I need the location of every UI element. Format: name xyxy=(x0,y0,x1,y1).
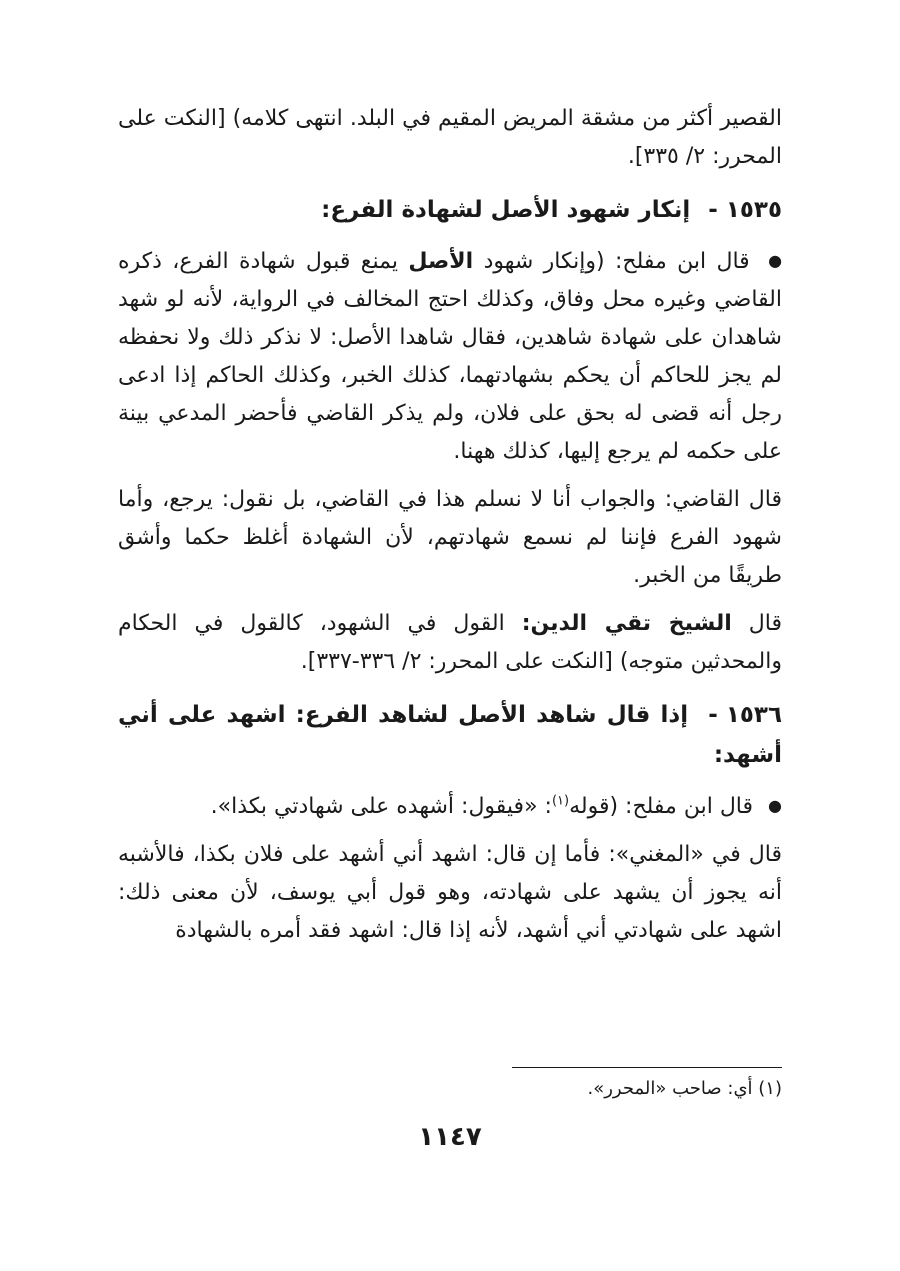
page-body xyxy=(118,100,782,960)
paragraph-5-rest: : «فيقول: أشهده على شهادتي بكذا». xyxy=(210,794,552,819)
paragraph-2-start: قال ابن مفلح: (وإنكار شهود xyxy=(483,249,750,274)
paragraph-5 xyxy=(118,787,782,826)
paragraph-4-start: قال xyxy=(748,611,782,636)
section-heading-1535 xyxy=(118,190,782,230)
bullet-icon: ● xyxy=(768,251,783,270)
section-number: ١٥٣٥ - xyxy=(708,197,782,223)
bullet-icon: ● xyxy=(768,796,782,815)
section-title: إذا قال شاهد الأصل لشاهد الفرع: اشهد على أني أشهد: xyxy=(118,702,782,768)
page-number: ١١٤٧ xyxy=(418,1122,482,1152)
footnote: (١) أي: صاحب «المحرر». xyxy=(587,1078,782,1099)
section-heading-1536 xyxy=(118,695,782,775)
paragraph-6: قال في «المغني»: فأما إن قال: اشهد أني أشهد على فلان بكذا، فالأشبه أنه يجوز أن يشهد على شهادته، وهو قول أبي يوسف، لأن معنى ذلك: اشهد على شهادتي أني أشهد، لأنه إذا قال: اشهد فقد أمره بالشهادة xyxy=(118,842,782,943)
paragraph-4-bold: الشيخ تقي الدين: xyxy=(521,611,732,636)
footnote-divider xyxy=(512,1067,782,1068)
paragraph-2-rest: يمنع قبول شهادة الفرع، ذكره القاضي وغيره محل وفاق، وكذلك احتج المخالف في الرواية، لأنه لو شهد شاهدان على شهادة شاهدين، فقال شاهدا الأصل: لا نذكر ذلك ولا نحفظه لم يجز للحاكم أن يحكم بشهادتهما، كذلك الخبر، وكذلك الحاكم إذا ادعى رجل أنه قضى له بحق على فلان، ولم يذكر القاضي فأحضر المدعي بينة على حكمه لم يرجع إليها، كذلك ههنا. xyxy=(118,249,782,464)
paragraph-4 xyxy=(118,605,782,681)
paragraph-2-bold: الأصل xyxy=(408,249,474,274)
paragraph-3: قال القاضي: والجواب أنا لا نسلم هذا في القاضي، بل نقول: يرجع، وأما شهود الفرع فإننا لم نسمع شهادتهم، لأن الشهادة أغلظ حكما وأشق طريقًا من الخبر. xyxy=(118,487,782,588)
paragraph-1: القصير أكثر من مشقة المريض المقيم في البلد. انتهى كلامه) [النكت على المحرر: ٢/ ٣٣٥]. xyxy=(118,106,782,169)
footnote-marker: (١) xyxy=(551,793,570,809)
paragraph-2 xyxy=(118,242,782,471)
paragraph-4-rest: القول في الشهود، كالقول في الحكام والمحدثين متوجه) [النكت على المحرر: ٢/ ٣٣٦-٣٣٧]. xyxy=(118,611,782,674)
section-title: إنكار شهود الأصل لشهادة الفرع: xyxy=(321,197,691,223)
paragraph-5-start: قال ابن مفلح: (قوله xyxy=(569,794,754,819)
section-number: ١٥٣٦ - xyxy=(708,702,782,728)
